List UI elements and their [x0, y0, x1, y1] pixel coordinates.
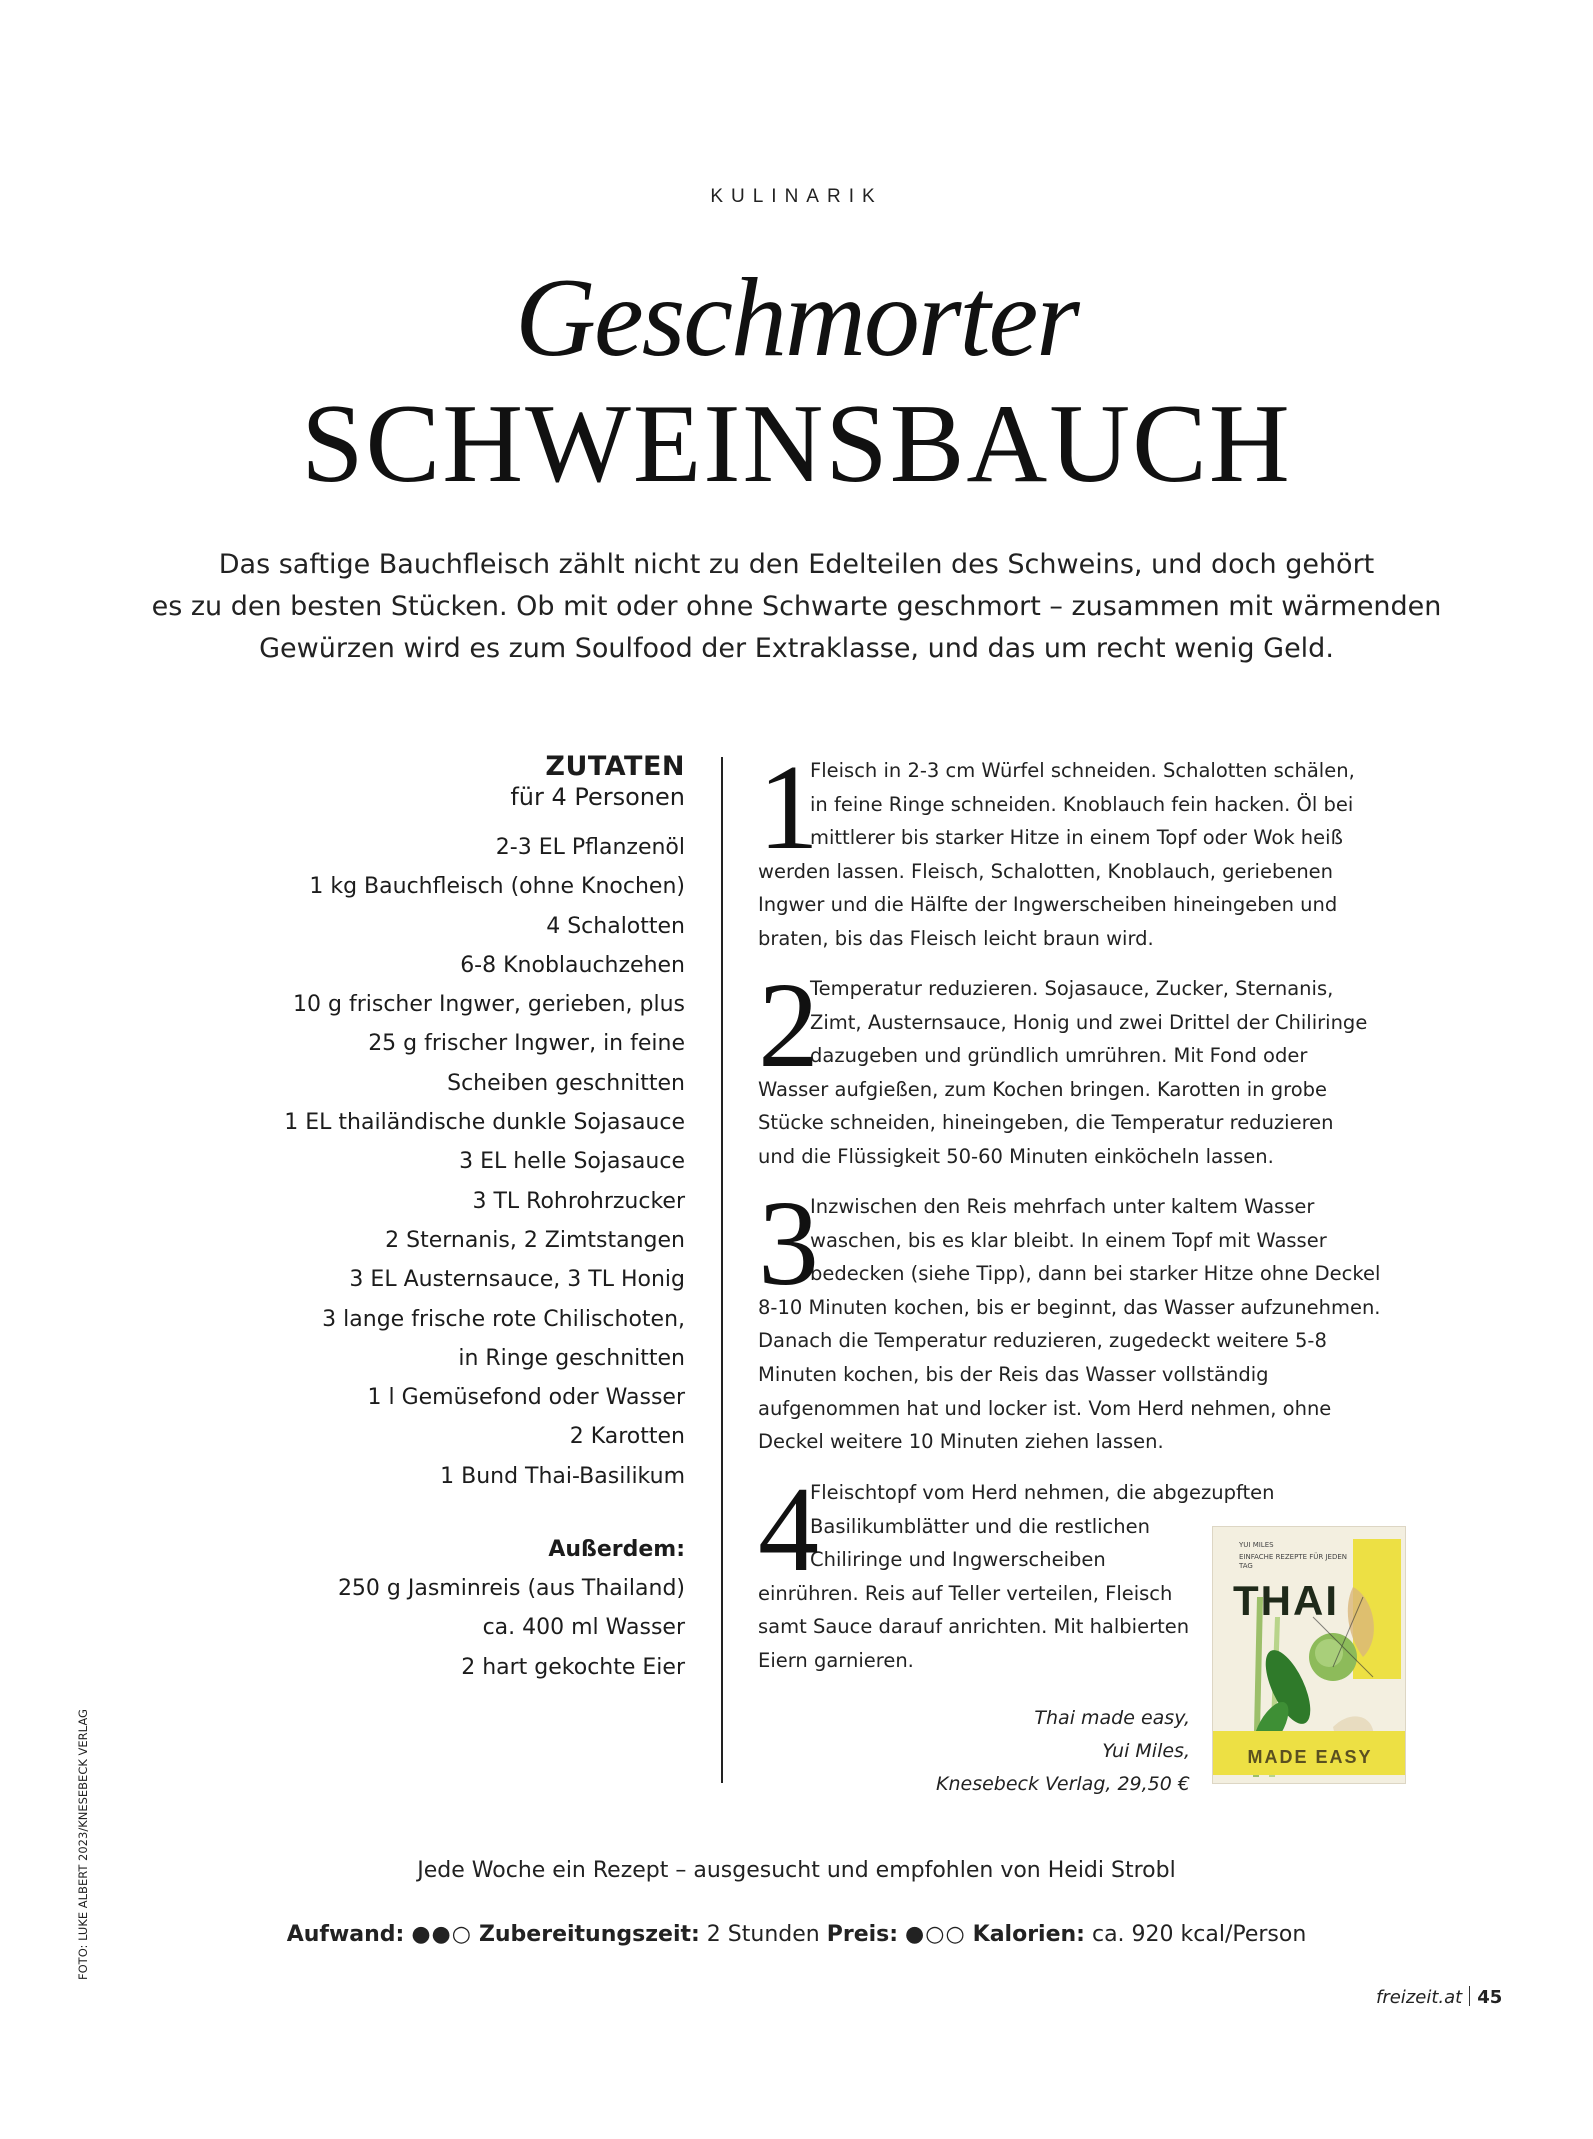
ingredient-item: in Ringe geschnitten [458, 1345, 685, 1371]
step-line: Fleischtopf vom Herd nehmen, die abgezupften [810, 1481, 1275, 1504]
step-line: einrühren. Reis auf Teller verteilen, Fleisch [758, 1581, 1173, 1605]
step-line: Ingwer und die Hälfte der Ingwerscheiben hineingeben und [758, 893, 1338, 917]
ingredient-item: 1 kg Bauchfleisch (ohne Knochen) [309, 874, 685, 900]
step-line: samt Sauce darauf anrichten. Mit halbierten [758, 1615, 1190, 1639]
step-line: werden lassen. Fleisch, Schalotten, Knoblauch, geriebenen [758, 859, 1334, 883]
extra-item: 250 g Jasminreis (aus Thailand) [337, 1576, 685, 1602]
ingredients-title: ZUTATEN [545, 751, 685, 782]
intro-line: Gewürzen wird es zum Soulfood der Extraklasse, und das um recht wenig Geld. [259, 633, 1334, 664]
price-label: Preis: [826, 1922, 899, 1947]
step-line: 8-10 Minuten kochen, bis er beginnt, das Wasser aufzunehmen. [758, 1295, 1381, 1319]
step-3 [758, 1176, 1383, 1459]
effort-label: Aufwand: [286, 1922, 405, 1947]
cover-subtitle: EINFACHE REZEPTE FÜR JEDEN TAG [1239, 1553, 1347, 1570]
photo-credit: FOTO: LUKE ALBERT 2023/KNESEBECK VERLAG [76, 1709, 90, 1980]
time-label: Zubereitungszeit: [478, 1922, 700, 1947]
ingredients-servings: für 4 Personen [510, 783, 685, 811]
site-name: freizeit.at [1376, 1987, 1463, 2008]
step-line: und die Flüssigkeit 50-60 Minuten einköcheln lassen. [758, 1144, 1274, 1168]
step-line: bedecken (siehe Tipp), dann bei starker Hitze ohne Deckel [810, 1262, 1381, 1286]
ingredient-item: 3 TL Rohrohrzucker [472, 1188, 685, 1214]
step-line: Chiliringe und Ingwerscheiben [810, 1548, 1106, 1572]
step-line: mittlerer bis starker Hitze in einem Topf oder Wok heiß [810, 826, 1343, 850]
calories-value: ca. 920 kcal/Person [1091, 1922, 1307, 1947]
headline-caps: SCHWEINSBAUCH [301, 382, 1292, 506]
extras-title: Außerdem: [548, 1537, 685, 1563]
step-line: Fleisch in 2-3 cm Würfel schneiden. Schalotten schälen, [810, 759, 1355, 782]
ingredient-item: 6-8 Knoblauchzehen [460, 952, 685, 978]
cover-title-bottom: MADE EASY [1213, 1731, 1406, 1775]
ingredient-item: 3 EL Austernsauce, 3 TL Honig [349, 1267, 685, 1293]
calories-label: Kalorien: [972, 1922, 1085, 1947]
book-credit-line: Knesebeck Verlag, 29,50 € [936, 1773, 1190, 1795]
page-number: 45 [1477, 1987, 1503, 2008]
effort-rating: ●●○ [411, 1922, 472, 1947]
ingredient-item: 2-3 EL Pflanzenöl [495, 835, 685, 860]
step-line: Inzwischen den Reis mehrfach unter kaltem Wasser [810, 1195, 1315, 1218]
extra-item: ca. 400 ml Wasser [482, 1615, 685, 1641]
step-line: Temperatur reduzieren. Sojasauce, Zucker, Sternanis, [810, 977, 1334, 1000]
ingredient-item: Scheiben geschnitten [447, 1070, 685, 1096]
step-line: Minuten kochen, bis der Reis das Wasser vollständig [758, 1362, 1269, 1386]
book-cover [1212, 1526, 1406, 1784]
ingredients-list [230, 752, 685, 1687]
step-1 [758, 740, 1383, 956]
book-credit-line: Yui Miles, [1102, 1740, 1190, 1762]
book-credit-line: Thai made easy, [1034, 1707, 1190, 1729]
step-line: Stücke schneiden, hineingeben, die Temperatur reduzieren [758, 1111, 1334, 1135]
headline-italic: Geschmorter [515, 256, 1078, 380]
ingredient-item: 1 Bund Thai-Basilikum [440, 1463, 685, 1489]
page-folio [1376, 1986, 1576, 2008]
ingredient-item: 1 EL thailändische dunkle Sojasauce [284, 1110, 685, 1136]
step-line: Wasser aufgießen, zum Kochen bringen. Karotten in grobe [758, 1077, 1327, 1101]
ingredient-item: 4 Schalotten [546, 913, 685, 939]
cover-author: YUI MILES [1239, 1541, 1274, 1549]
step-number: 1 [758, 740, 819, 875]
step-number: 2 [758, 958, 819, 1093]
step-line: braten, bis das Fleisch leicht braun wird. [758, 926, 1154, 950]
ingredient-item: 10 g frischer Ingwer, gerieben, plus [293, 992, 685, 1018]
ingredient-item: 3 lange frische rote Chilischoten, [322, 1306, 685, 1332]
step-number: 3 [758, 1176, 819, 1311]
intro-line: es zu den besten Stücken. Ob mit oder ohne Schwarte geschmort – zusammen mit wärmenden [151, 591, 1442, 622]
tagline: Jede Woche ein Rezept – ausgesucht und empfohlen von Heidi Strobl [417, 1858, 1176, 1883]
step-line: Deckel weitere 10 Minuten ziehen lassen. [758, 1430, 1164, 1454]
ingredient-item: 3 EL helle Sojasauce [459, 1149, 685, 1175]
cover-title: THAI [1233, 1577, 1339, 1624]
ingredient-item: 1 l Gemüsefond oder Wasser [367, 1385, 685, 1411]
column-divider [721, 757, 723, 1783]
step-2 [758, 958, 1383, 1174]
extra-item: 2 hart gekochte Eier [461, 1654, 685, 1680]
step-line: aufgenommen hat und locker ist. Vom Herd nehmen, ohne [758, 1396, 1332, 1420]
recipe-meta [0, 1922, 1593, 1947]
ingredient-item: 2 Sternanis, 2 Zimtstangen [385, 1227, 685, 1253]
section-kicker: KULINARIK [710, 186, 883, 207]
ingredient-item: 25 g frischer Ingwer, in feine [368, 1031, 685, 1057]
ingredient-item: 2 Karotten [569, 1424, 685, 1450]
step-line: waschen, bis es klar bleibt. In einem Topf mit Wasser [810, 1228, 1327, 1252]
intro-paragraph [140, 544, 1453, 670]
step-line: dazugeben und gründlich umrühren. Mit Fond oder [810, 1044, 1308, 1068]
step-line: Zimt, Austernsauce, Honig und zwei Drittel der Chiliringe [810, 1010, 1368, 1034]
book-credit [830, 1702, 1190, 1801]
intro-line: Das saftige Bauchfleisch zählt nicht zu den Edelteilen des Schweins, und doch gehört [218, 549, 1375, 580]
step-line: Basilikumblätter und die restlichen [810, 1514, 1150, 1538]
time-value: 2 Stunden [706, 1922, 820, 1947]
price-rating: ●○○ [905, 1922, 966, 1947]
step-line: Danach die Temperatur reduzieren, zugedeckt weitere 5-8 [758, 1329, 1327, 1353]
step-line: in feine Ringe schneiden. Knoblauch fein hacken. Öl bei [810, 792, 1354, 816]
step-line: Eiern garnieren. [758, 1648, 914, 1672]
step-number: 4 [758, 1462, 819, 1597]
